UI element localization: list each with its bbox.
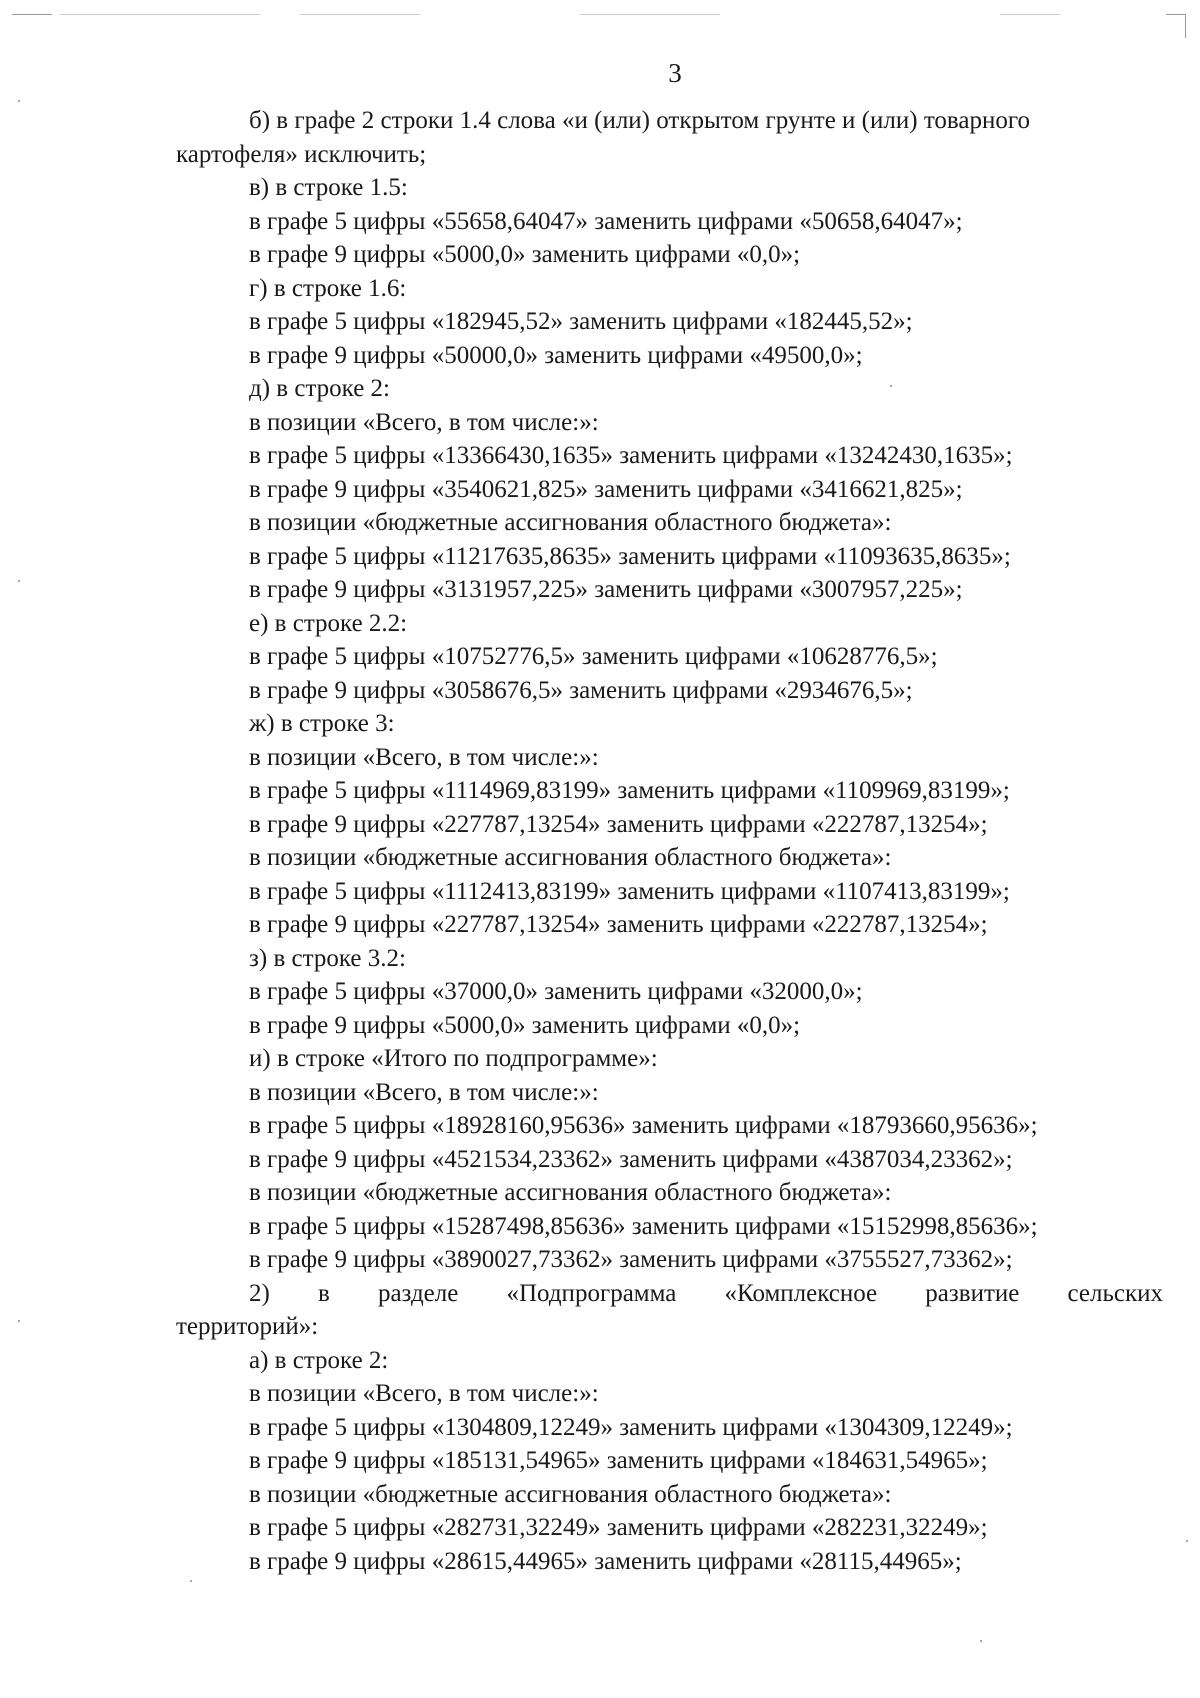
document-body [176, 104, 1163, 1578]
text-line: в графе 5 цифры «10752776,5» заменить цифрами «10628776,5»; [249, 643, 938, 670]
scan-artifact [1166, 14, 1186, 15]
text-line: в позиции «Всего, в том числе:»: [249, 1380, 599, 1407]
text-line: г) в строке 1.6: [249, 274, 407, 302]
scan-artifact [300, 14, 420, 15]
text-line: в графе 9 цифры «3058676,5» заменить цифрами «2934676,5»; [249, 676, 913, 704]
scan-artifact [12, 14, 52, 15]
text-line: 2) в разделе «Подпрограмма «Комплексное развитие сельских [249, 1279, 1163, 1307]
text-line: в позиции «Всего, в том числе:»: [249, 1078, 599, 1106]
text-line: в графе 5 цифры «55658,64047» заменить цифрами «50658,64047»; [249, 207, 963, 235]
text-line: в графе 9 цифры «185131,54965» заменить цифрами «184631,54965»; [249, 1447, 988, 1474]
scan-artifact [580, 14, 720, 15]
scan-artifact [1000, 14, 1060, 15]
scan-artifact [1186, 1540, 1188, 1542]
text-line: в графе 5 цифры «182945,52» заменить цифрами «182445,52»; [249, 308, 913, 335]
scan-artifact [18, 1320, 20, 1322]
text-line: картофеля» исключить; [176, 140, 427, 168]
text-line: в графе 9 цифры «3540621,825» заменить цифрами «3416621,825»; [249, 475, 963, 503]
text-line: территорий»: [176, 1313, 319, 1340]
text-line: в графе 5 цифры «13366430,1635» заменить цифрами «13242430,1635»; [249, 442, 1013, 469]
scan-artifact [18, 100, 20, 102]
text-line: в графе 5 цифры «1304809,12249» заменить цифрами «1304309,12249»; [249, 1413, 1013, 1441]
text-line: в графе 9 цифры «4521534,23362» заменить цифрами «4387034,23362»; [249, 1145, 1013, 1173]
page-number: 3 [668, 58, 682, 88]
text-line: в позиции «бюджетные ассигнования областного бюджета»: [249, 844, 892, 871]
text-line: в позиции «Всего, в том числе:»: [249, 408, 599, 436]
text-line: в графе 9 цифры «5000,0» заменить цифрами «0,0»; [249, 1011, 801, 1039]
text-line: ж) в строке 3: [249, 710, 395, 737]
text-line: в графе 9 цифры «5000,0» заменить цифрами «0,0»; [249, 241, 801, 268]
text-line: в позиции «бюджетные ассигнования областного бюджета»: [249, 1480, 892, 1508]
text-line: в графе 5 цифры «18928160,95636» заменить цифрами «18793660,95636»; [249, 1112, 1038, 1139]
text-line: и) в строке «Итого по подпрограмме»: [249, 1045, 658, 1072]
scan-artifact [1185, 14, 1186, 38]
text-line: в позиции «Всего, в том числе:»: [249, 743, 599, 771]
text-line: в графе 5 цифры «1114969,83199» заменить цифрами «1109969,83199»; [249, 777, 1010, 804]
text-line: в графе 9 цифры «3890027,73362» заменить цифрами «3755527,73362»; [249, 1246, 1013, 1273]
text-line: з) в строке 3.2: [249, 944, 406, 972]
text-line: в графе 5 цифры «15287498,85636» заменить цифрами «15152998,85636»; [249, 1212, 1038, 1240]
text-line: а) в строке 2: [249, 1346, 389, 1374]
text-line: е) в строке 2.2: [249, 609, 408, 637]
scan-artifact [18, 580, 20, 582]
text-line: в графе 5 цифры «1112413,83199» заменить цифрами «1107413,83199»; [249, 877, 1010, 905]
text-line: в графе 9 цифры «28615,44965» заменить цифрами «28115,44965»; [249, 1547, 962, 1575]
text-line: в графе 9 цифры «50000,0» заменить цифрами «49500,0»; [249, 341, 863, 369]
text-line: в графе 5 цифры «37000,0» заменить цифрами «32000,0»; [249, 978, 863, 1005]
text-line: в позиции «бюджетные ассигнования областного бюджета»: [249, 509, 892, 536]
scan-artifact [190, 1580, 192, 1582]
text-line: в позиции «бюджетные ассигнования областного бюджета»: [249, 1179, 892, 1206]
text-line: б) в графе 2 строки 1.4 слова «и (или) открытом грунте и (или) товарного [249, 107, 1030, 134]
scan-artifact [60, 14, 260, 15]
text-line: в графе 5 цифры «282731,32249» заменить цифрами «282231,32249»; [249, 1514, 988, 1541]
text-line: в графе 9 цифры «227787,13254» заменить цифрами «222787,13254»; [249, 810, 988, 838]
scan-artifact [980, 1640, 982, 1642]
text-line: в графе 5 цифры «11217635,8635» заменить цифрами «11093635,8635»; [249, 542, 1011, 570]
text-line: в графе 9 цифры «3131957,225» заменить цифрами «3007957,225»; [249, 576, 963, 603]
text-line: в) в строке 1.5: [249, 174, 408, 201]
text-line: в графе 9 цифры «227787,13254» заменить цифрами «222787,13254»; [249, 911, 988, 938]
text-line: д) в строке 2: [249, 375, 390, 402]
